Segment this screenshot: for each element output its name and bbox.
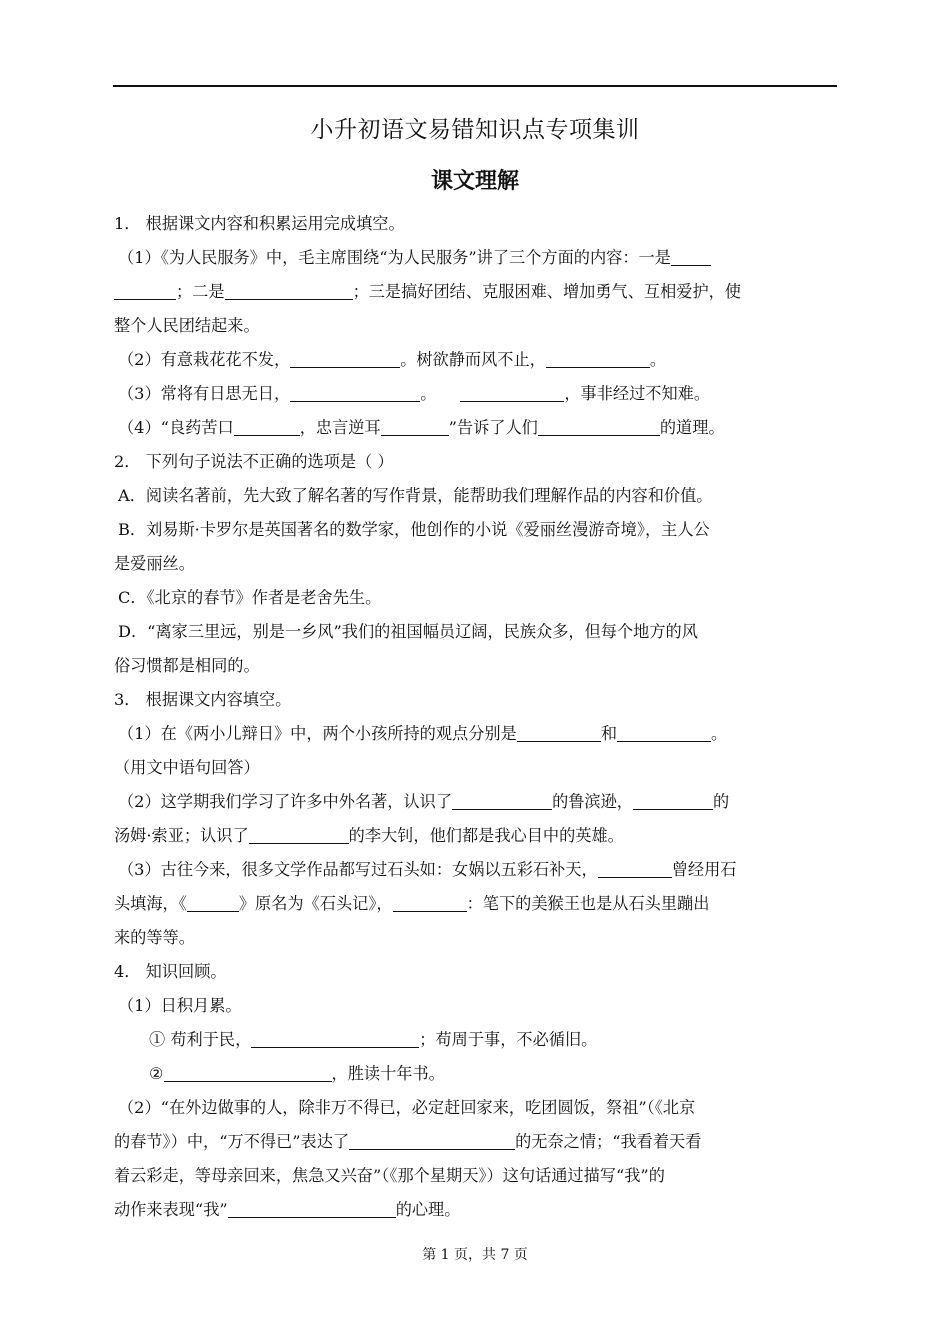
question-4-item-1: （1）日积月累。 — [118, 996, 242, 1015]
answer-blank[interactable] — [251, 1027, 419, 1048]
question-4-subitem-1 — [114, 1023, 838, 1057]
text: 曾经用石 — [671, 860, 737, 879]
answer-blank[interactable] — [393, 891, 467, 912]
question-4-item-2-cont — [114, 1125, 838, 1159]
header-rule — [113, 85, 837, 87]
answer-blank[interactable] — [633, 789, 713, 810]
text: ，忠言逆耳 — [299, 418, 381, 437]
text: 的心理。 — [395, 1200, 461, 1219]
question-2-option-b[interactable]: B．刘易斯·卡罗尔是英国著名的数学家，他创作的小说《爱丽丝漫游奇境》，主人公 — [118, 520, 710, 539]
question-2-option-d-cont: 俗习惯都是相同的。 — [114, 656, 260, 675]
question-3-stem: 3． 根据课文内容填空。 — [114, 690, 292, 709]
document-body — [114, 207, 838, 1227]
answer-blank[interactable] — [290, 347, 400, 368]
answer-blank[interactable] — [517, 721, 601, 742]
text: （3）常将有日思无日， — [118, 384, 291, 403]
question-2-option-a[interactable]: A．阅读名著前，先大致了解名著的写作背景，能帮助我们理解作品的内容和价值。 — [118, 486, 713, 505]
question-2-option-b-cont: 是爱丽丝。 — [114, 554, 195, 573]
document-title: 小升初语文易错知识点专项集训 — [310, 117, 640, 143]
answer-blank[interactable] — [598, 857, 672, 878]
question-4-subitem-2 — [114, 1057, 838, 1091]
question-1-item-1 — [114, 241, 838, 275]
question-1-stem: 1． 根据课文内容和积累运用完成填空。 — [114, 214, 405, 233]
answer-blank[interactable] — [234, 415, 300, 436]
text: 动作来表现“我” — [114, 1200, 228, 1219]
text: 。树欲静而风不止， — [400, 350, 546, 369]
text: 的 — [713, 792, 730, 811]
answer-blank[interactable] — [187, 891, 239, 912]
text: （4）“良药苦口 — [118, 418, 234, 437]
text: （2）有意栽花花不发， — [118, 350, 291, 369]
text: ① 苟利于民， — [149, 1030, 252, 1049]
text: ；三是搞好团结、克服困难、增加勇气、互相爱护，使 — [352, 282, 742, 301]
text: 。 — [649, 350, 667, 369]
question-4-item-2-end — [114, 1193, 838, 1227]
question-2-stem: 2． 下列句子说法不正确的选项是（ ） — [114, 452, 394, 471]
question-1-item-1-end: 整个人民团结起来。 — [114, 316, 260, 335]
answer-blank[interactable] — [452, 789, 552, 810]
text: ，胜读十年书。 — [331, 1064, 445, 1083]
question-3-item-2-cont — [114, 819, 838, 853]
text: 的道理。 — [659, 418, 725, 437]
text: （1）《为人民服务》中，毛主席围绕“为人民服务”讲了三个方面的内容：一是 — [118, 248, 671, 267]
text: 汤姆·索亚；认识了 — [114, 826, 249, 845]
text: （1）在《两小儿辩日》中，两个小孩所持的观点分别是 — [118, 724, 517, 743]
page-footer: 第 1 页，共 7 页 — [422, 1247, 528, 1263]
text: 。 — [420, 384, 437, 403]
question-2-option-d[interactable]: D．“离家三里远，别是一乡风”我们的祖国幅员辽阔，民族众多，但每个地方的风 — [118, 622, 698, 641]
text: ”告诉了人们 — [448, 418, 538, 437]
question-4-stem: 4． 知识回顾。 — [114, 962, 227, 981]
text: 的鲁滨逊， — [552, 792, 633, 811]
question-3-item-2 — [114, 785, 838, 819]
question-1-item-1-cont — [114, 275, 838, 309]
question-1-item-3 — [114, 377, 838, 411]
text: ：笔下的美猴王也是从石头里蹦出 — [466, 894, 710, 913]
answer-blank[interactable] — [164, 1061, 332, 1082]
answer-blank[interactable] — [249, 823, 349, 844]
text: 的春节》）中，“万不得已”表达了 — [114, 1132, 350, 1151]
answer-blank[interactable] — [546, 347, 650, 368]
question-3-item-3-cont — [114, 887, 838, 921]
document-subtitle: 课文理解 — [430, 169, 519, 194]
text: 的无奈之情；“我看着天看 — [515, 1132, 702, 1151]
question-4-item-2: （2）“在外边做事的人，除非万不得已，必定赶回家来，吃团圆饭，祭祖”（《北京 — [118, 1098, 696, 1117]
text: ② — [149, 1064, 164, 1083]
answer-blank[interactable] — [114, 279, 176, 300]
question-3-item-1 — [114, 717, 838, 751]
answer-blank[interactable] — [228, 1197, 396, 1218]
question-3-item-3-end: 来的等等。 — [114, 928, 195, 947]
answer-blank[interactable] — [617, 721, 711, 742]
question-3-item-3 — [114, 853, 838, 887]
question-1-item-2 — [114, 343, 838, 377]
text: ；苟周于事，不必循旧。 — [419, 1030, 598, 1049]
answer-blank[interactable] — [460, 381, 564, 402]
text: （3）古往今来，很多文学作品都写过石头如：女娲以五彩石补天， — [118, 860, 598, 879]
answer-blank[interactable] — [225, 279, 353, 300]
text: 。 — [711, 724, 728, 743]
question-2-option-c[interactable]: C．《北京的春节》作者是老舍先生。 — [118, 588, 382, 607]
text: 和 — [600, 724, 617, 743]
question-1-item-4 — [114, 411, 838, 445]
text: 的李大钊，他们都是我心目中的英雄。 — [348, 826, 624, 845]
text: 》原名为《石头记》， — [238, 894, 393, 913]
answer-blank[interactable] — [349, 1129, 515, 1150]
answer-blank[interactable] — [671, 245, 711, 266]
answer-blank[interactable] — [381, 415, 449, 436]
answer-blank[interactable] — [538, 415, 660, 436]
text: ；二是 — [176, 282, 225, 301]
question-3-item-1-note: （用文中语句回答） — [114, 758, 260, 777]
text: （2）这学期我们学习了许多中外名著，认识了 — [118, 792, 453, 811]
text: 头填海，《 — [114, 894, 187, 913]
question-4-item-2-cont2: 着云彩走，等母亲回来，焦急又兴奋”（《那个星期天》）这句话通过描写“我”的 — [114, 1166, 665, 1185]
answer-blank[interactable] — [290, 381, 420, 402]
text: ，事非经过不知难。 — [564, 384, 711, 403]
